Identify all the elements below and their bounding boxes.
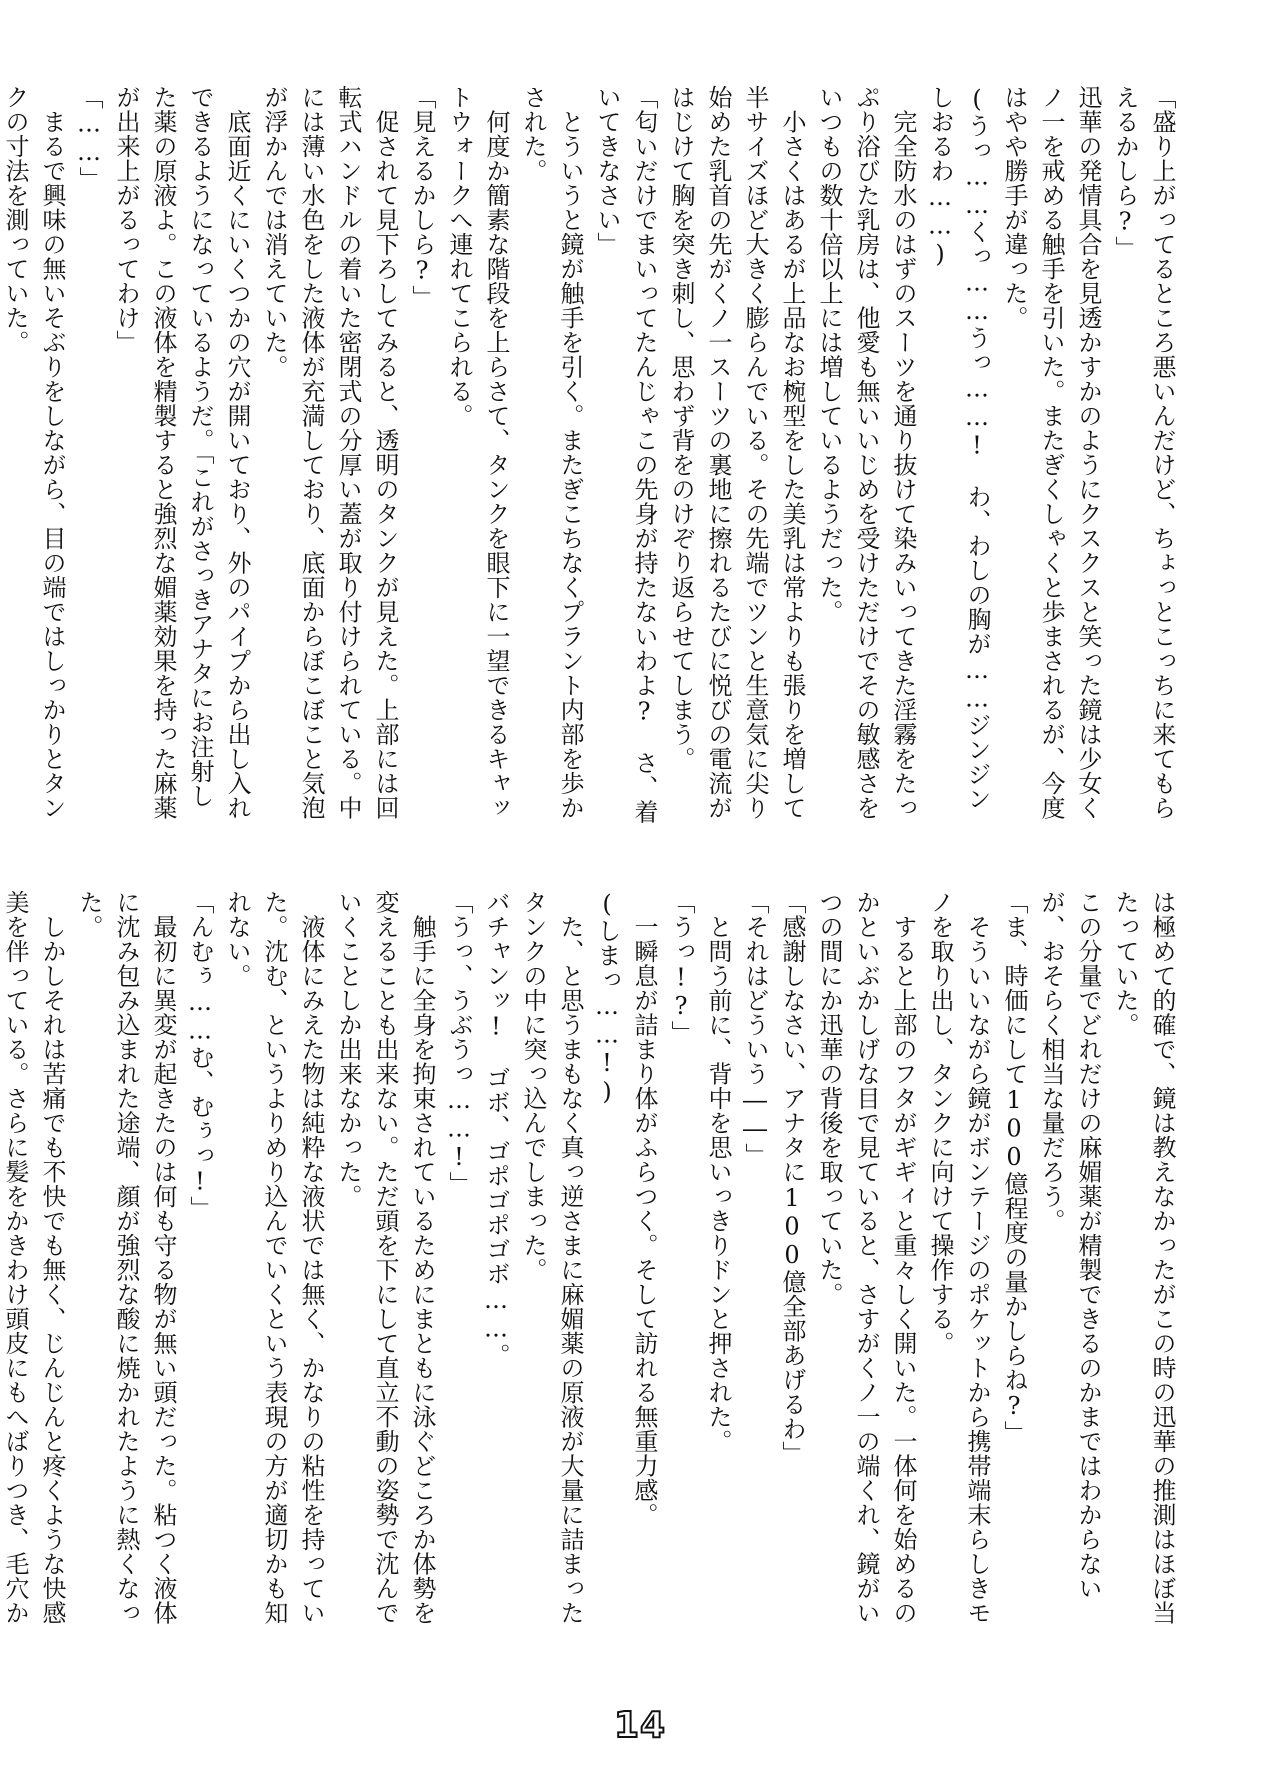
paragraph: は極めて的確で、鏡は教えなかったがこの時の迅華の推測はほぼ当たっていた。	[1111, 890, 1176, 1625]
paragraph: 「うっ!?」	[667, 890, 695, 1045]
paragraph: 一瞬息が詰まり体がふらつく。そして訪れる無重力感。	[630, 890, 658, 1527]
paragraph: 「見えるかしら?」	[408, 85, 436, 310]
paragraph: た、と思うまもなく真っ逆さまに麻媚薬の原液が大量に詰まったタンクの中に突っ込んでしまった。	[519, 890, 584, 1625]
paragraph: 最初に異変が起きたのは何も守る物が無い頭だった。粘つく液体に沈み包み込まれた途端、顔が強烈な酸に焼かれたように熱くなった。	[75, 890, 177, 1625]
paragraph: しかしそれは苦痛でも不快でも無く、じんじんと疼くような快感美を伴っている。さらに髪をかきわけ頭皮にもへばりつき、毛穴か	[1, 890, 66, 1625]
paragraph: 「うっ、うぶうっ……!」	[445, 890, 473, 1196]
upper-text-block	[1, 85, 1180, 825]
paragraph: (うっ……くっ……うっ……! わ、わしの胸が……ジンジンしおるわ……)	[926, 85, 991, 811]
paragraph: 「ま、時価にして100億程度の量かしらね?」	[1000, 890, 1028, 1445]
paragraph: すると上部のフタがギギィと重々しく開いた。一体何を始めるのかといぶかしげな目で見ていると、さすがくノ一の端くれ、鏡がいつの間にか迅華の背後を取っていた。	[815, 890, 917, 1625]
page-number: 14	[613, 1705, 667, 1746]
paragraph: 迅華の発情具合を見透かすかのようにクスクスと笑った鏡は少女くノ一を戒める触手を引いた。またぎくしゃくと歩まされるが、今度はやや勝手が違った。	[1000, 85, 1102, 820]
paragraph: 触手に全身を拘束されているためにまともに泳ぐどころか体勢を変えることも出来ない。ただ頭を下にして直立不動の姿勢で沈んでいくことしか出来なかった。	[334, 890, 436, 1625]
paragraph: そういいながら鏡がボンテージのポケットから携帯端末らしきモノを取り出し、タンクに向けて操作する。	[926, 890, 991, 1625]
paragraph: 底面近くにいくつかの穴が開いており、外のパイプから出し入れできるようになっているようだ。「これがさっきアナタにお注射した薬の原液よ。この液体を精製すると強烈な媚薬効果を持った麻薬が出来上がるってわけ」	[112, 85, 251, 820]
paragraph: 「……」	[75, 85, 103, 191]
paragraph: 小さくはあるが上品なお椀型をした美乳は常よりも張りを増して半サイズほど大きく膨らんでいる。その先端でツンと生意気に尖り始めた乳首の先がくノ一スーツの裏地に擦れるたびに悦びの電流がはじけて胸を突き刺し、思わず背をのけぞり返らせてしまう。	[667, 85, 806, 820]
paragraph: バチャンッ! ゴボ、ゴポゴポゴボ……。	[482, 890, 510, 1368]
paragraph: この分量でどれだけの麻媚薬が精製できるのかまではわからないが、おそらく相当な量だろう。	[1037, 890, 1102, 1601]
paragraph: 何度か簡素な階段を上らさて、タンクを眼下に一望できるキャットウォークへ連れてこられる。	[445, 85, 510, 820]
paragraph: 液体にみえた物は純粋な液状では無く、かなりの粘性を持っていた。沈む、というよりめり込んでいくという表現の方が適切かも知れない。	[223, 890, 325, 1625]
lower-text-block	[1, 890, 1180, 1630]
paragraph: まるで興味の無いそぶりをしながら、目の端ではしっかりとタンクの寸法を測っていた。	[1, 85, 66, 820]
paragraph: 「それはどういう――」	[741, 890, 769, 1168]
paragraph: と問う前に、背中を思いっきりドンと押された。	[704, 890, 732, 1454]
paragraph: 「匂いだけでまいってたんじゃこの先身が持たないわよ? さ、着いてきなさい」	[593, 85, 658, 824]
paragraph: 「感謝しなさい、アナタに100億全部あげるわ」	[778, 890, 806, 1466]
paragraph: (しまっ……!)	[593, 890, 621, 1106]
paragraph: 促されて見下ろしてみると、透明のタンクが見えた。上部には回転式ハンドルの着いた密閉式の分厚い蓋が取り付けられている。中には薄い水色をした液体が充満しており、底面からぼこぼこと気泡が浮かんでは消えていた。	[260, 85, 399, 820]
paragraph: とういうと鏡が触手を引く。またぎこちなくプラント内部を歩かされた。	[519, 85, 584, 820]
paragraph: 「んむぅ……む、むぅっ!」	[186, 890, 214, 1221]
paragraph: 完全防水のはずのスーツを通り抜けて染みいってきた淫霧をたっぷり浴びた乳房は、他愛も無いいじめを受けただけでその敏感さをいつもの数十倍以上には増しているようだった。	[815, 85, 917, 820]
paragraph: 「盛り上がってるところ悪いんだけど、ちょっとこっちに来てもらえるかしら?」	[1111, 85, 1176, 820]
